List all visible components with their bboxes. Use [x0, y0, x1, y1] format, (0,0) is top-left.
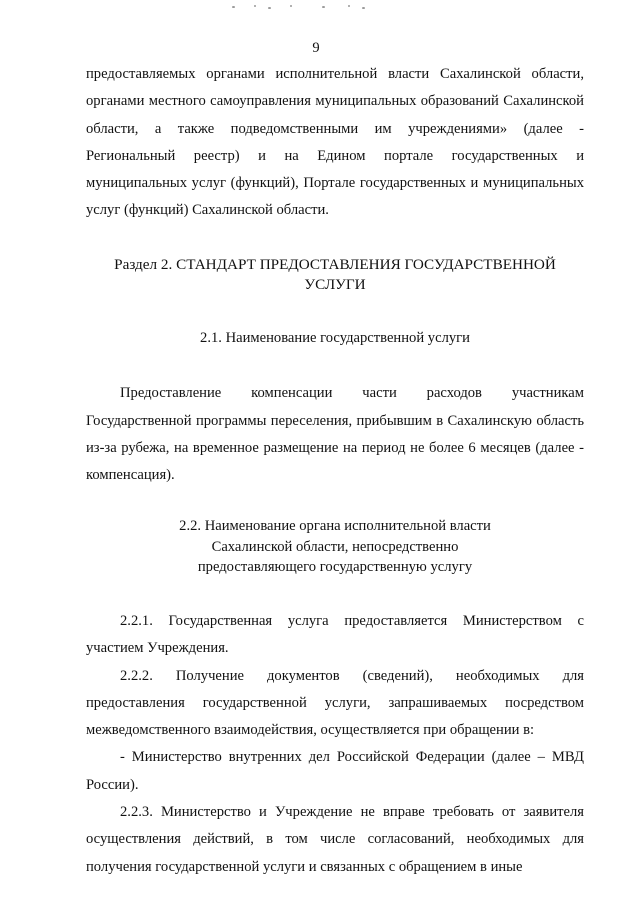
- subsection-2-2-heading-line3: предоставляющего государственную услугу: [197, 559, 473, 576]
- intro-paragraph: предоставляемых органами исполнительной власти Сахалинской области, органами местного самоуправления муниципальных образований Сахалинской области, а также подведомственными им учреждениями» (далее - Региональный реестр) и на Едином портале государственных и муниципальных услуг (функций), Портале государственных и муниципальных услуг (функций) Сахалинской области.: [86, 66, 584, 219]
- section-2-heading-line2: УСЛУГИ: [304, 275, 366, 293]
- subsection-2-2-heading-line1: 2.2. Наименование органа исполнительной власти: [179, 518, 491, 535]
- subsection-2-1-text: Предоставление компенсации части расходов участникам Государственной программы переселения, прибывшим в Сахалинскую область из-за рубежа, на временное размещение на период не более 6 месяцев (далее - компенсация).: [86, 385, 584, 484]
- paragraph-2-2-1: 2.2.1. Государственная услуга предоставляется Министерством с участием Учреждения.: [86, 612, 584, 657]
- paragraph-2-2-2-item: - Министерство внутренних дел Российской Федерации (далее – МВД России).: [86, 749, 584, 793]
- subsection-2-2-heading-line2: Сахалинской области, непосредственно: [211, 538, 459, 555]
- section-2-heading: [86, 255, 584, 295]
- subsection-2-1-heading: 2.1. Наименование государственной услуги: [200, 329, 470, 346]
- paragraph-2-2-2: 2.2.2. Получение документов (сведений), необходимых для предоставления государственной услуги, запрашиваемых посредством межведомственного взаимодействия, осуществляется при обращении в:: [86, 667, 584, 739]
- document-body: [86, 61, 584, 881]
- paragraph-2-2-3: 2.2.3. Министерство и Учреждение не вправе требовать от заявителя осуществления действий, в том числе согласований, необходимых для получения государственной услуги и связанных с обращением в иные: [86, 804, 584, 875]
- page-number: 9: [312, 40, 320, 56]
- section-2-heading-line1: Раздел 2. СТАНДАРТ ПРЕДОСТАВЛЕНИЯ ГОСУДАРСТВЕННОЙ: [114, 255, 556, 273]
- subsection-2-2-heading: [86, 516, 584, 578]
